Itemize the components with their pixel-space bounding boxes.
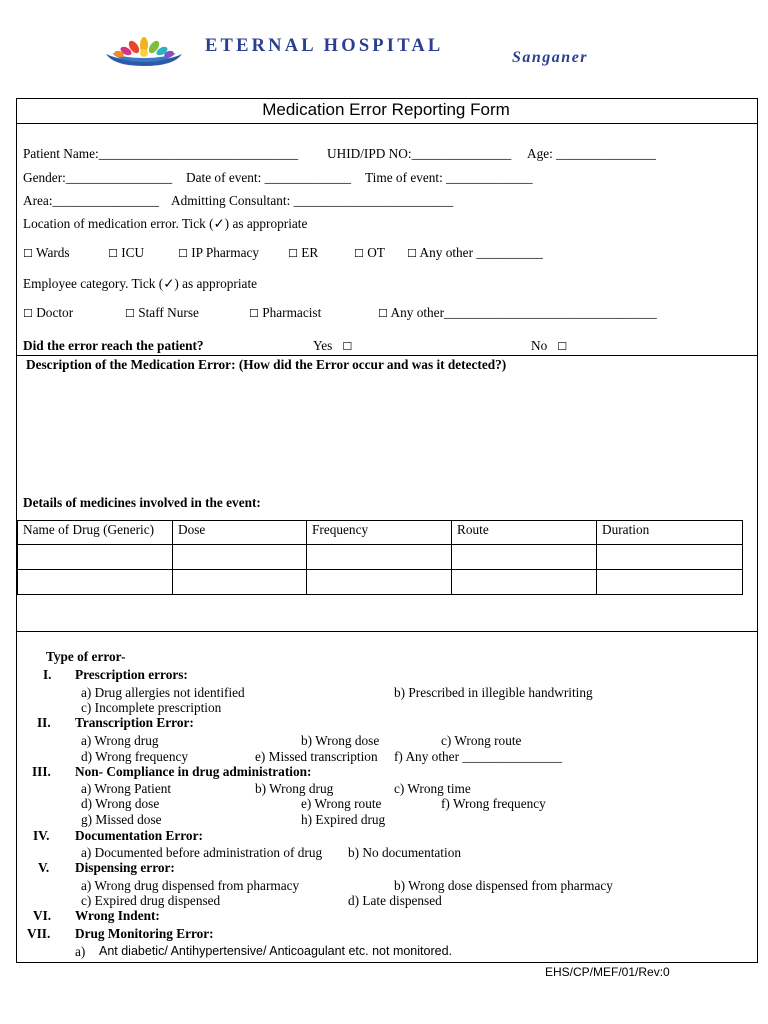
table-header-row [18, 521, 743, 545]
error-item: d) Late dispensed [348, 893, 442, 908]
location-option-ip-pharmacy[interactable]: ☐ IP Pharmacy [178, 245, 260, 260]
area-field[interactable]: Area:________________ [23, 193, 159, 208]
reach-no-option[interactable]: No ☐ [531, 338, 568, 353]
table-header-cell: Frequency [307, 521, 452, 545]
table-cell[interactable] [452, 545, 597, 570]
employee-prompt: Employee category. Tick (✓) as appropriate [23, 276, 258, 291]
section-number: III. [32, 764, 51, 779]
table-cell[interactable] [307, 545, 452, 570]
error-item: h) Expired drug [301, 812, 386, 827]
error-item: f) Any other _______________ [394, 749, 563, 764]
table-row [18, 545, 743, 570]
error-item: b) Prescribed in illegible handwriting [394, 685, 593, 700]
error-item: c) Expired drug dispensed [81, 893, 221, 908]
title-divider [16, 123, 757, 124]
table-row [18, 570, 743, 595]
hospital-location: Sanganer [512, 49, 589, 66]
patient-name-field[interactable]: Patient Name:______________________________ [23, 146, 299, 161]
checkbox-icon[interactable]: ☐ [354, 247, 364, 260]
checkbox-icon[interactable]: ☐ [407, 247, 417, 260]
table-cell[interactable] [452, 570, 597, 595]
error-item: b) Wrong dose dispensed from pharmacy [394, 878, 613, 893]
checkbox-icon[interactable]: ☐ [125, 307, 135, 320]
section-title: Non- Compliance in drug administration: [75, 764, 312, 779]
location-option-any-other[interactable]: ☐ Any other __________ [407, 245, 543, 260]
admitting-consultant-field[interactable]: Admitting Consultant: ________________________ [171, 193, 454, 208]
document-code: EHS/CP/MEF/01/Rev:0 [545, 965, 670, 979]
error-item: f) Wrong frequency [441, 796, 546, 811]
section-number: VI. [33, 908, 52, 923]
form-title: Medication Error Reporting Form [262, 100, 510, 119]
section-title: Documentation Error: [75, 828, 203, 843]
section-title: Wrong Indent: [75, 908, 160, 923]
section-divider-2 [16, 631, 757, 632]
checkbox-icon[interactable]: ☐ [378, 307, 388, 320]
employee-option-doctor[interactable]: ☐ Doctor [23, 305, 74, 320]
age-field[interactable]: Age: _______________ [527, 146, 656, 161]
time-of-event-field[interactable]: Time of event: _____________ [365, 170, 533, 185]
error-type-heading: Type of error- [46, 649, 126, 664]
table-cell[interactable] [173, 570, 307, 595]
checkbox-icon[interactable]: ☐ [288, 247, 298, 260]
table-cell[interactable] [18, 570, 173, 595]
hospital-logo-icon [100, 36, 188, 68]
error-item: a) Documented before administration of drug [81, 845, 323, 860]
section-divider-1 [16, 355, 757, 356]
checkbox-icon[interactable]: ☐ [23, 307, 33, 320]
employee-option-staff-nurse[interactable]: ☐ Staff Nurse [125, 305, 199, 320]
error-item: e) Wrong route [301, 796, 382, 811]
error-item: c) Wrong route [441, 733, 522, 748]
location-option-ot[interactable]: ☐ OT [354, 245, 385, 260]
table-header-cell: Name of Drug (Generic) [18, 521, 173, 545]
description-heading: Description of the Medication Error: (How did the Error occur and was it detected?) [26, 357, 507, 372]
error-item: b) Wrong drug [255, 781, 334, 796]
checkbox-icon[interactable]: ☐ [178, 247, 188, 260]
error-item: d) Wrong dose [81, 796, 160, 811]
table-header-cell: Route [452, 521, 597, 545]
table-cell[interactable] [597, 545, 743, 570]
location-option-icu[interactable]: ☐ ICU [108, 245, 145, 260]
error-item: c) Incomplete prescription [81, 700, 222, 715]
error-item: c) Wrong time [394, 781, 471, 796]
error-item: a) Wrong drug dispensed from pharmacy [81, 878, 300, 893]
table-cell[interactable] [173, 545, 307, 570]
medicines-table [17, 520, 743, 595]
error-item: a) Drug allergies not identified [81, 685, 245, 700]
medicines-heading: Details of medicines involved in the event: [23, 495, 261, 510]
reach-patient-question: Did the error reach the patient? [23, 338, 204, 353]
section-title: Drug Monitoring Error: [75, 926, 214, 941]
error-item: a) [75, 944, 86, 959]
checkbox-icon[interactable]: ☐ [557, 340, 568, 353]
checkbox-icon[interactable]: ☐ [23, 247, 33, 260]
location-option-er[interactable]: ☐ ER [288, 245, 319, 260]
section-title: Transcription Error: [75, 715, 194, 730]
uhid-field[interactable]: UHID/IPD NO:_______________ [327, 146, 512, 161]
section-title: Dispensing error: [75, 860, 175, 875]
section-number: I. [43, 667, 52, 682]
table-cell[interactable] [307, 570, 452, 595]
gender-field[interactable]: Gender:________________ [23, 170, 173, 185]
error-item: Ant diabetic/ Antihypertensive/ Anticoagulant etc. not monitored. [99, 944, 452, 958]
error-item: a) Wrong drug [81, 733, 159, 748]
employee-option-any-other[interactable]: ☐ Any other________________________________ [378, 305, 657, 320]
reach-yes-option[interactable]: Yes ☐ [313, 338, 353, 353]
date-of-event-field[interactable]: Date of event: _____________ [186, 170, 352, 185]
section-number: VII. [27, 926, 51, 941]
error-item: a) Wrong Patient [81, 781, 172, 796]
hospital-name: ETERNAL HOSPITAL [205, 36, 444, 56]
checkbox-icon[interactable]: ☐ [108, 247, 118, 260]
table-header-cell: Duration [597, 521, 743, 545]
section-number: II. [37, 715, 51, 730]
error-item: g) Missed dose [81, 812, 162, 827]
section-number: IV. [33, 828, 50, 843]
checkbox-icon[interactable]: ☐ [249, 307, 259, 320]
location-option-wards[interactable]: ☐ Wards [23, 245, 70, 260]
section-number: V. [38, 860, 50, 875]
table-cell[interactable] [18, 545, 173, 570]
table-header-cell: Dose [173, 521, 307, 545]
error-item: d) Wrong frequency [81, 749, 189, 764]
error-item: b) No documentation [348, 845, 461, 860]
table-cell[interactable] [597, 570, 743, 595]
checkbox-icon[interactable]: ☐ [342, 340, 353, 353]
employee-option-pharmacist[interactable]: ☐ Pharmacist [249, 305, 322, 320]
error-item: e) Missed transcription [255, 749, 378, 764]
location-prompt: Location of medication error. Tick (✓) as appropriate [23, 216, 308, 231]
section-title: Prescription errors: [75, 667, 188, 682]
error-item: b) Wrong dose [301, 733, 380, 748]
